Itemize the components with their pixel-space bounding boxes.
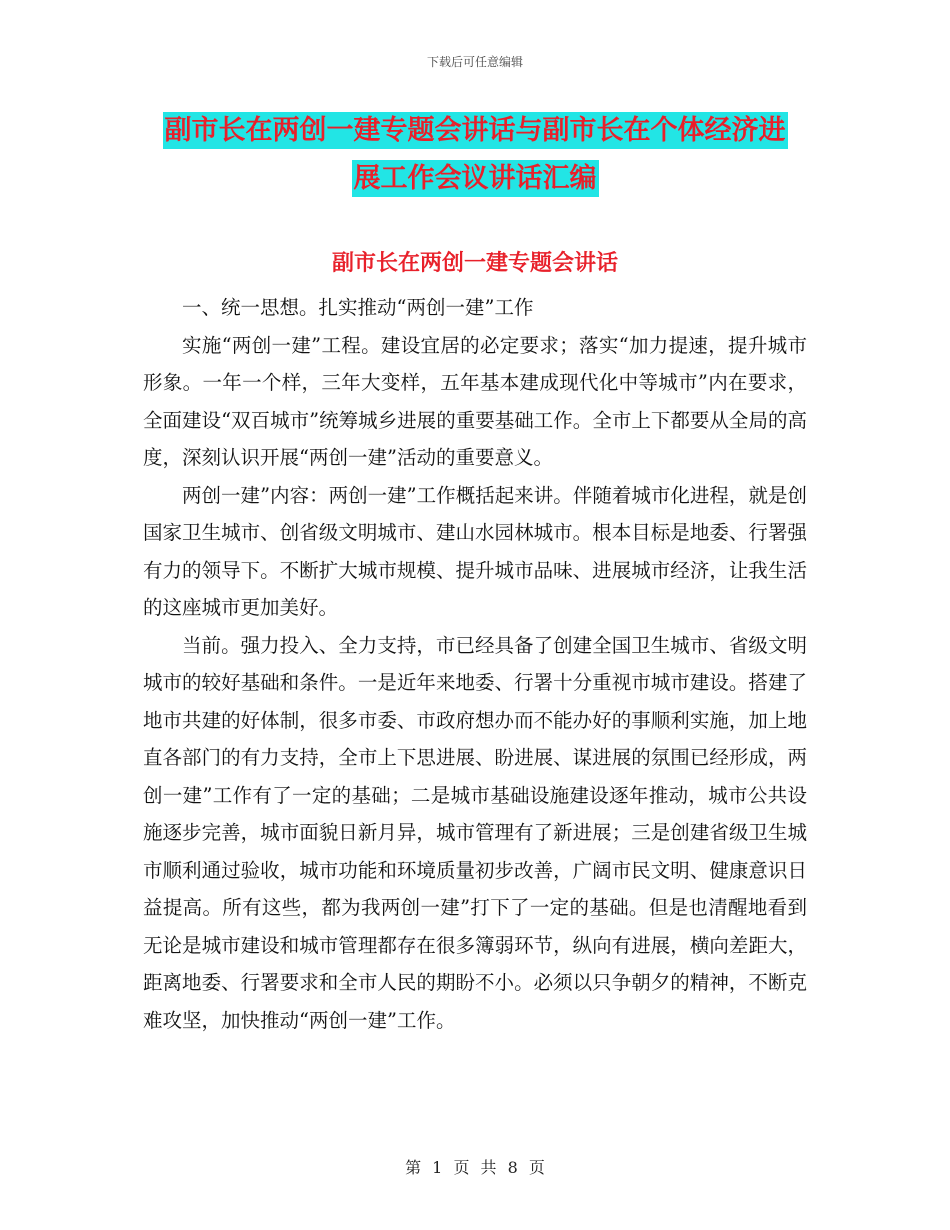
paragraph: 实施“两创一建”工程。建设宜居的必定要求；落实“加力提速，提升城市形象。一年一个样，三年大变样，五年基本建成现代化中等城市”内在要求，全面建设“双百城市”统筹城乡进展的重要基础工作。全市上下都要从全局的高度，深刻认识开展“两创一建”活动的重要意义。 [143,333,807,469]
section-title: 副市长在两创一建专题会讲话 [331,250,618,276]
document-body [143,289,807,1039]
document-title [140,107,810,203]
paragraph-heading: 一、统一思想。扎实推动“两创一建”工作 [182,296,534,319]
paragraph: 当前。强力投入、全力支持，市已经具备了创建全国卫生城市、省级文明城市的较好基础和条件。一是近年来地委、行署十分重视市城市建设。搭建了地市共建的好体制，很多市委、市政府想办而不能办好的事顺利实施，加上地直各部门的有力支持，全市上下思进展、盼进展、谋进展的氛围已经形成，两创一建”工作有了一定的基础；二是城市基础设施建设逐年推动，城市公共设施逐步完善，城市面貌日新月异，城市管理有了新进展；三是创建省级卫生城市顺利通过验收，城市功能和环境质量初步改善，广阔市民文明、健康意识日益提高。所有这些，都为我两创一建”打下了一定的基础。但是也清醒地看到无论是城市建设和城市管理都存在很多簿弱环节，纵向有进展，横向差距大，距离地委、行署要求和全市人民的期盼不小。必须以只争朝夕的精神，不断克难攻坚，加快推动“两创一建”工作。 [143,633,807,1032]
document-title-line-1: 副市长在两创一建专题会讲话与副市长在个体经济进 [163,112,788,149]
page-number: 第 1 页 共 8 页 [405,1158,545,1177]
page-header-note: 下载后可任意编辑 [426,55,523,69]
document-title-line-2: 展工作会议讲话汇编 [352,160,599,197]
paragraph: 两创一建”内容：两创一建”工作概括起来讲。伴随着城市化进程，就是创国家卫生城市、创省级文明城市、建山水园林城市。根本目标是地委、行署强有力的领导下。不断扩大城市规模、提升城市品味、进展城市经济，让我生活的这座城市更加美好。 [143,483,807,619]
